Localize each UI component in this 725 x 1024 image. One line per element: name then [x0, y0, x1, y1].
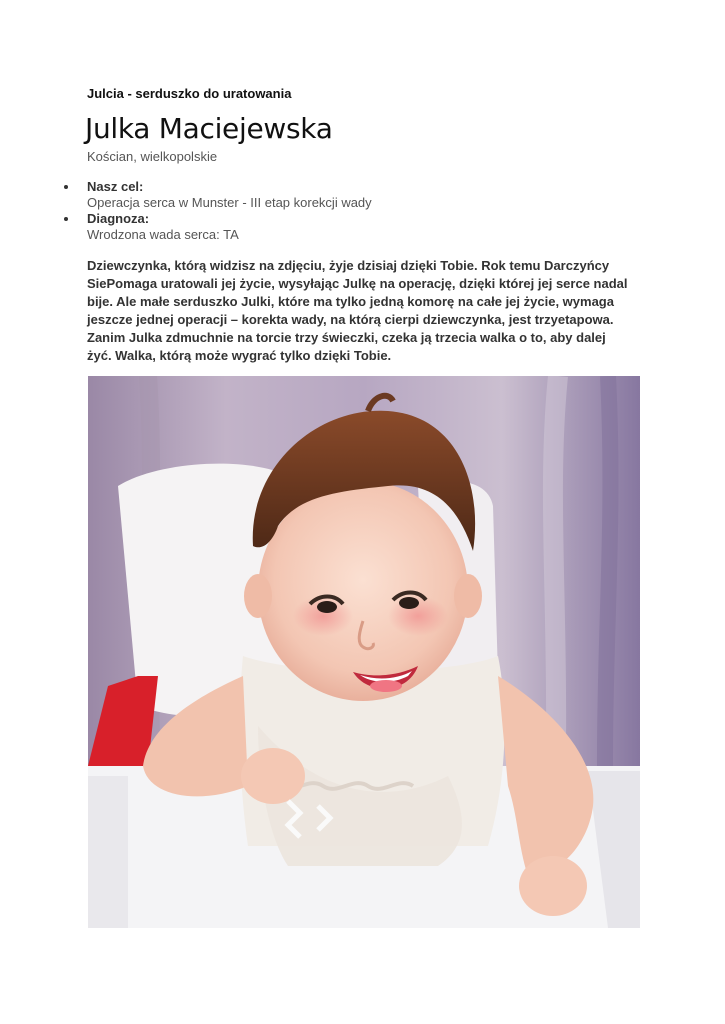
fact-value: Operacja serca w Munster - III etap korekcji wady: [87, 195, 372, 210]
fact-label: Diagnoza:: [87, 211, 150, 226]
page-kicker: Julcia - serduszko do uratowania: [87, 86, 292, 101]
fact-item-diagnosis: [60, 211, 620, 243]
page-title: Julka Maciejewska: [85, 112, 333, 145]
fact-value: Wrodzona wada serca: TA: [87, 227, 239, 242]
fact-label: Nasz cel:: [87, 179, 144, 194]
facts-list: [60, 179, 620, 243]
child-photo-illustration: [88, 376, 640, 928]
location-text: Kościan, wielkopolskie: [87, 149, 218, 164]
child-photo: [88, 376, 640, 928]
description-paragraph: Dziewczynka, którą widzisz na zdjęciu, żyje dzisiaj dzięki Tobie. Rok temu Darczyńcy SiePomaga uratowali jej życie, wysyłając Julkę na operację, dzięki której jej serce nadal bije. Ale małe serduszko Julki, które ma tylko jedną komorę na całe jej życie, wymaga jeszcze jednej operacji – korekta wady, na którą cierpi dziewczynka, jest trzyetapowa. Zanim Julka zdmuchnie na torcie trzy świeczki, czeka ją trzecia walka o to, aby dalej żyć. Walka, którą może wygrać tylko dzięki Tobie.: [87, 258, 628, 363]
fact-item-goal: [60, 179, 620, 211]
